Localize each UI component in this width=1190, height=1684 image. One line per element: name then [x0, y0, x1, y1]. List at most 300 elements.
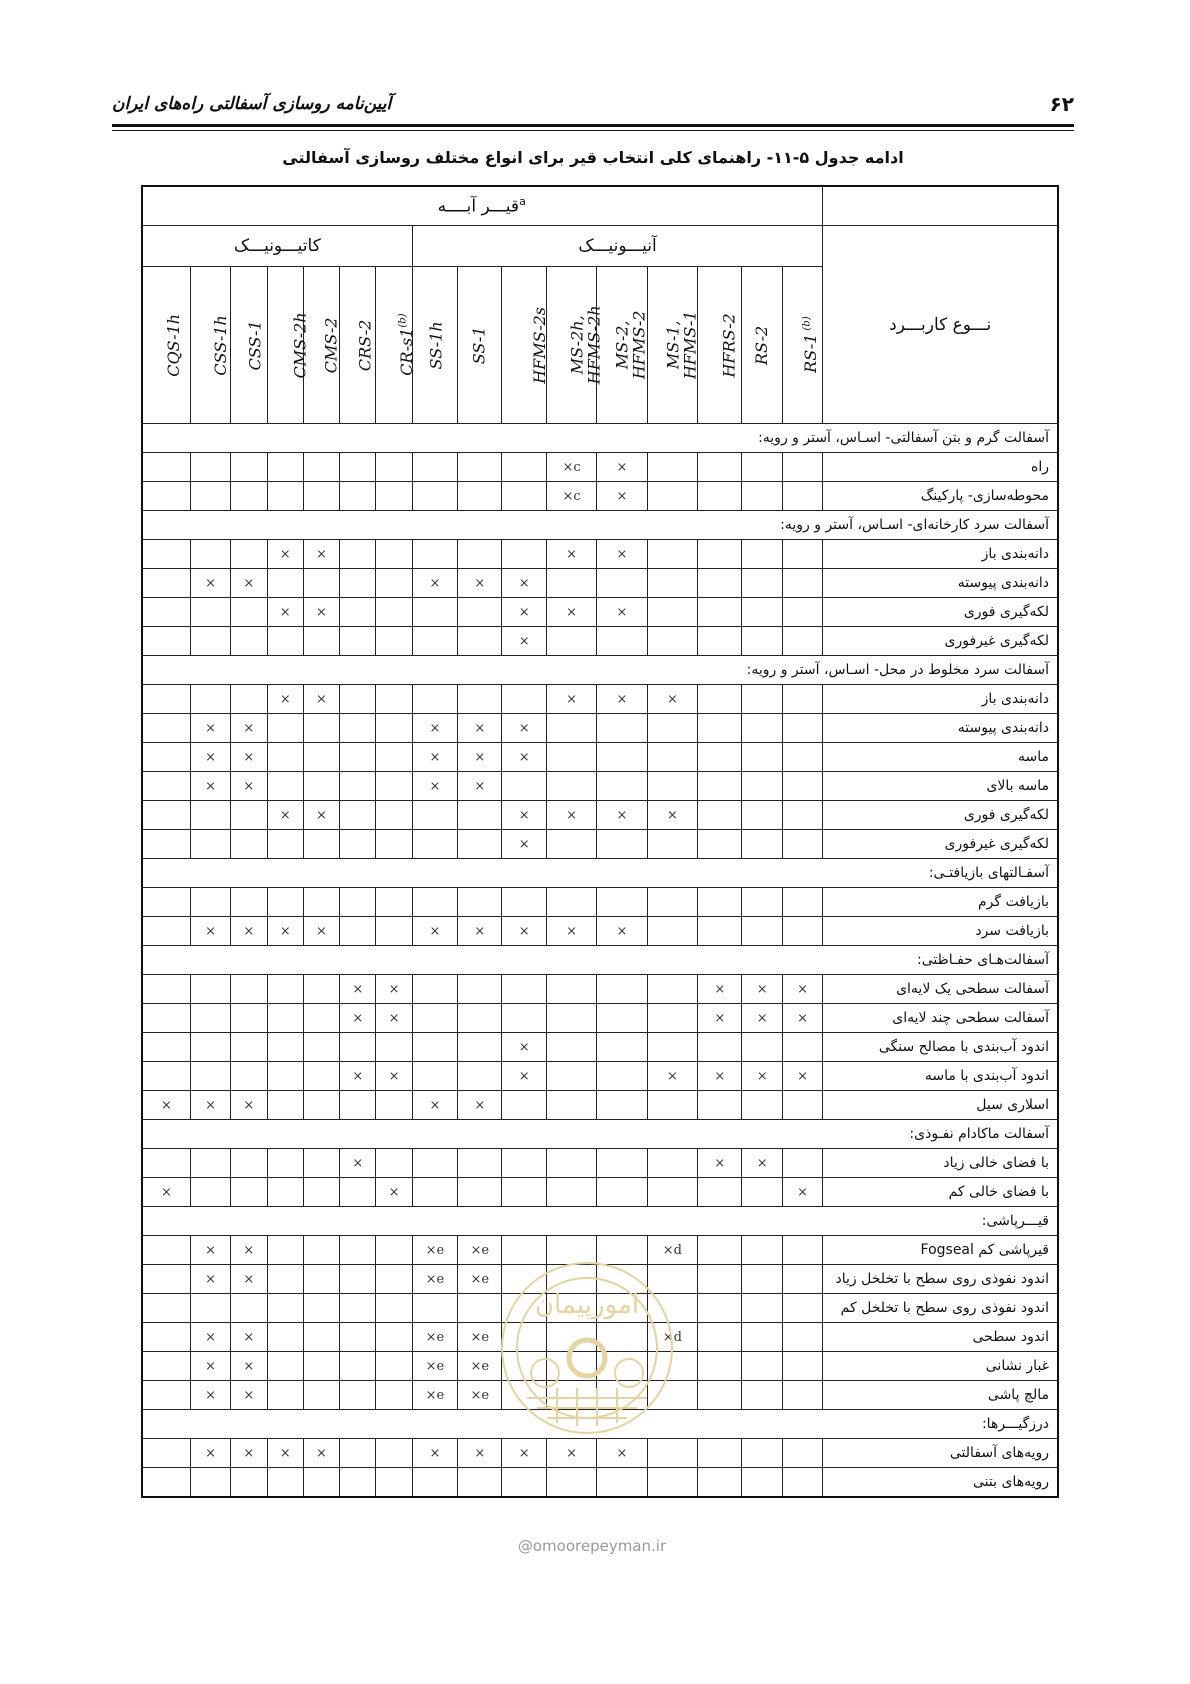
mark-cell	[412, 1178, 457, 1207]
mark-cell	[190, 540, 230, 569]
mark-cell	[742, 830, 782, 859]
mark-cell	[142, 714, 190, 743]
mark-cell	[412, 888, 457, 917]
mark-cell	[458, 1033, 502, 1062]
mark-cell	[267, 1468, 303, 1498]
usage-header: نـــوع کاربـــرد	[823, 226, 1058, 424]
mark-cell	[376, 482, 412, 511]
mark-cell	[303, 1178, 339, 1207]
mark-cell	[698, 714, 742, 743]
mark-cell: ×	[458, 1091, 502, 1120]
mark-cell	[267, 1323, 303, 1352]
mark-cell: ×	[231, 1352, 267, 1381]
mark-cell	[458, 540, 502, 569]
mark-cell	[267, 714, 303, 743]
column-code	[231, 267, 267, 424]
mark-cell	[303, 627, 339, 656]
column-code	[742, 267, 782, 424]
mark-cell	[142, 1294, 190, 1323]
usage-label: اسلاری سیل	[823, 1091, 1058, 1120]
mark-cell	[698, 917, 742, 946]
mark-cell	[340, 1294, 376, 1323]
mark-cell: ×	[376, 1178, 412, 1207]
column-code	[502, 267, 550, 424]
mark-cell	[376, 598, 412, 627]
mark-cell	[267, 1004, 303, 1033]
mark-cell: ×	[597, 917, 647, 946]
mark-cell	[142, 1439, 190, 1468]
mark-cell: ×	[597, 685, 647, 714]
mark-cell	[546, 627, 596, 656]
table-row	[142, 888, 1058, 917]
mark-cell	[340, 714, 376, 743]
column-code	[458, 267, 502, 424]
mark-cell	[376, 1323, 412, 1352]
column-code-label: CRS-2	[355, 319, 375, 371]
mark-cell	[698, 772, 742, 801]
mark-cell	[376, 569, 412, 598]
mark-cell	[376, 453, 412, 482]
mark-cell	[458, 975, 502, 1004]
mark-cell	[742, 1352, 782, 1381]
usage-label: آسفالت سطحی یک لایه‌ای	[823, 975, 1058, 1004]
mark-cell: ×	[303, 540, 339, 569]
mark-cell	[597, 569, 647, 598]
mark-cell	[231, 1149, 267, 1178]
usage-label: غبار نشانی	[823, 1352, 1058, 1381]
mark-cell: ×	[502, 627, 546, 656]
usage-label: بازیافت گرم	[823, 888, 1058, 917]
mark-cell	[698, 482, 742, 511]
mark-cell	[190, 1294, 230, 1323]
mark-cell	[142, 685, 190, 714]
mark-cell	[782, 453, 823, 482]
mark-cell	[340, 917, 376, 946]
mark-cell: ×	[412, 569, 457, 598]
mark-cell	[698, 1323, 742, 1352]
section-row	[142, 511, 1058, 540]
mark-cell: ×	[412, 772, 457, 801]
mark-cell	[782, 1352, 823, 1381]
table-row	[142, 1468, 1058, 1498]
mark-cell	[458, 453, 502, 482]
section-title: آسفالت گرم و بتن آسفالتی- اسـاس، آستر و رویه:	[142, 424, 1058, 453]
mark-cell	[742, 1468, 782, 1498]
mark-cell	[546, 743, 596, 772]
mark-cell: ×	[190, 1439, 230, 1468]
mark-cell	[458, 685, 502, 714]
usage-label: ماسه	[823, 743, 1058, 772]
column-code	[340, 267, 376, 424]
mark-cell	[376, 540, 412, 569]
mark-cell: ×e	[458, 1265, 502, 1294]
section-title: آسفالت سرد مخلوط در محل- اسـاس، آستر و رویه:	[142, 656, 1058, 685]
mark-cell: ×	[376, 1004, 412, 1033]
usage-label: محوطه‌سازی- پارکینگ	[823, 482, 1058, 511]
mark-cell	[597, 1468, 647, 1498]
emulsion-header-text: قیـــر آبــــه	[437, 196, 520, 217]
table-row	[142, 714, 1058, 743]
mark-cell	[647, 540, 697, 569]
mark-cell	[267, 1178, 303, 1207]
column-code-label: HFRS-2	[719, 312, 739, 378]
column-code	[412, 267, 457, 424]
mark-cell	[340, 1091, 376, 1120]
mark-cell	[698, 1236, 742, 1265]
column-code	[647, 267, 697, 424]
mark-cell	[782, 830, 823, 859]
mark-cell	[340, 743, 376, 772]
mark-cell	[303, 1149, 339, 1178]
mark-cell	[742, 772, 782, 801]
mark-cell	[267, 1091, 303, 1120]
section-row	[142, 1207, 1058, 1236]
mark-cell: ×	[647, 685, 697, 714]
mark-cell	[782, 714, 823, 743]
mark-cell	[782, 917, 823, 946]
mark-cell	[698, 1352, 742, 1381]
mark-cell: ×	[376, 1062, 412, 1091]
mark-cell	[340, 801, 376, 830]
usage-label: مالچ پاشی	[823, 1381, 1058, 1410]
usage-label: اندود نفوذی روی سطح با تخلخل کم	[823, 1294, 1058, 1323]
mark-cell: ×	[458, 714, 502, 743]
mark-cell	[458, 830, 502, 859]
mark-cell	[267, 1265, 303, 1294]
mark-cell	[142, 569, 190, 598]
mark-cell	[267, 772, 303, 801]
mark-cell	[412, 453, 457, 482]
mark-cell	[458, 1149, 502, 1178]
mark-cell	[782, 1381, 823, 1410]
mark-cell	[412, 1149, 457, 1178]
mark-cell	[782, 540, 823, 569]
mark-cell	[190, 1062, 230, 1091]
mark-cell	[647, 1439, 697, 1468]
mark-cell	[647, 1004, 697, 1033]
mark-cell	[142, 1381, 190, 1410]
mark-cell	[546, 830, 596, 859]
mark-cell	[190, 830, 230, 859]
mark-cell	[647, 482, 697, 511]
mark-cell	[546, 714, 596, 743]
usage-label: ماسه بالای	[823, 772, 1058, 801]
mark-cell	[698, 743, 742, 772]
mark-cell	[231, 801, 267, 830]
watermark-seal	[497, 1258, 677, 1438]
mark-cell	[647, 1468, 697, 1498]
mark-cell: ×	[231, 1381, 267, 1410]
mark-cell	[458, 1178, 502, 1207]
mark-cell	[546, 772, 596, 801]
mark-cell	[647, 1149, 697, 1178]
mark-cell	[502, 1468, 546, 1498]
mark-cell	[142, 743, 190, 772]
mark-cell	[742, 598, 782, 627]
mark-cell	[502, 1178, 546, 1207]
section-row	[142, 656, 1058, 685]
mark-cell	[412, 482, 457, 511]
mark-cell	[597, 1091, 647, 1120]
usage-label: اندود آب‌بندی با ماسه	[823, 1062, 1058, 1091]
mark-cell	[742, 1033, 782, 1062]
mark-cell	[412, 801, 457, 830]
mark-cell	[742, 1236, 782, 1265]
mark-cell	[502, 482, 546, 511]
mark-cell	[458, 1468, 502, 1498]
mark-cell: ×e	[412, 1381, 457, 1410]
column-code	[267, 267, 310, 424]
column-code-label: CSS-1	[245, 319, 265, 370]
table-row	[142, 453, 1058, 482]
mark-cell: ×	[412, 1091, 457, 1120]
mark-cell	[698, 1294, 742, 1323]
mark-cell: ×	[597, 1439, 647, 1468]
mark-cell	[698, 1439, 742, 1468]
mark-cell	[231, 1294, 267, 1323]
mark-cell	[190, 801, 230, 830]
mark-cell	[698, 627, 742, 656]
mark-cell	[782, 685, 823, 714]
mark-cell: ×	[502, 1062, 546, 1091]
mark-cell	[303, 569, 339, 598]
mark-cell	[742, 627, 782, 656]
mark-cell	[647, 569, 697, 598]
mark-cell	[782, 569, 823, 598]
mark-cell: ×	[231, 1265, 267, 1294]
table-row	[142, 772, 1058, 801]
mark-cell	[647, 743, 697, 772]
usage-label: اندود آب‌بندی با مصالح سنگی	[823, 1033, 1058, 1062]
mark-cell	[267, 1033, 303, 1062]
mark-cell: ×	[376, 975, 412, 1004]
mark-cell: ×	[303, 917, 339, 946]
mark-cell: ×	[190, 1381, 230, 1410]
mark-cell: ×	[142, 1178, 190, 1207]
header-rule-thin	[112, 130, 1074, 131]
mark-cell	[142, 801, 190, 830]
mark-cell	[546, 1149, 596, 1178]
mark-cell	[376, 1265, 412, 1294]
mark-cell	[698, 1091, 742, 1120]
column-code-label: CQS-1h	[164, 313, 183, 377]
mark-cell	[303, 1236, 339, 1265]
mark-cell	[340, 685, 376, 714]
mark-cell	[231, 975, 267, 1004]
mark-cell: ×	[502, 917, 546, 946]
mark-cell	[267, 1381, 303, 1410]
section-title: درزگیـــرها:	[142, 1410, 1058, 1439]
mark-cell	[303, 975, 339, 1004]
mark-cell: ×e	[458, 1381, 502, 1410]
mark-cell	[412, 1004, 457, 1033]
mark-cell	[698, 453, 742, 482]
group-cationic: کاتیـــونیـــک	[142, 226, 412, 267]
mark-cell: ×e	[412, 1265, 457, 1294]
usage-label: بازیافت سرد	[823, 917, 1058, 946]
mark-cell: ×	[502, 801, 546, 830]
watermark-text: @omoorepeyman.ir	[517, 1537, 667, 1555]
mark-cell	[458, 1062, 502, 1091]
table-row	[142, 830, 1058, 859]
mark-cell: ×	[597, 801, 647, 830]
mark-cell	[142, 1265, 190, 1294]
mark-cell: ×e	[412, 1352, 457, 1381]
mark-cell: ×	[647, 801, 697, 830]
section-title: آسفـالتهای بازیافتـی:	[142, 859, 1058, 888]
column-code-label: CMS-2	[321, 317, 341, 373]
mark-cell	[647, 830, 697, 859]
mark-cell	[142, 830, 190, 859]
table-row	[142, 975, 1058, 1004]
mark-cell	[742, 743, 782, 772]
mark-cell: ×	[458, 917, 502, 946]
table-row	[142, 598, 1058, 627]
table-row	[142, 540, 1058, 569]
mark-cell	[698, 888, 742, 917]
mark-cell	[376, 830, 412, 859]
mark-cell	[458, 598, 502, 627]
mark-cell	[782, 1236, 823, 1265]
mark-cell: ×d	[647, 1323, 697, 1352]
mark-cell	[742, 1091, 782, 1120]
mark-cell: ×	[340, 1062, 376, 1091]
mark-cell: ×	[742, 1004, 782, 1033]
mark-cell	[267, 1149, 303, 1178]
mark-cell: ×	[190, 917, 230, 946]
mark-cell: ×	[340, 975, 376, 1004]
mark-cell	[376, 917, 412, 946]
mark-cell: ×	[267, 801, 303, 830]
mark-cell	[647, 975, 697, 1004]
column-code	[698, 267, 742, 424]
mark-cell	[340, 598, 376, 627]
mark-cell: ×	[231, 1323, 267, 1352]
mark-cell	[597, 1178, 647, 1207]
mark-cell: ×e	[458, 1352, 502, 1381]
mark-cell: ×	[742, 1062, 782, 1091]
mark-cell	[647, 453, 697, 482]
mark-cell	[502, 453, 546, 482]
mark-cell	[340, 1468, 376, 1498]
mark-cell: ×	[231, 569, 267, 598]
mark-cell: ×	[502, 743, 546, 772]
mark-cell	[742, 540, 782, 569]
mark-cell	[412, 830, 457, 859]
mark-cell	[742, 917, 782, 946]
mark-cell: ×	[303, 1439, 339, 1468]
table-row	[142, 1033, 1058, 1062]
mark-cell: ×	[458, 1439, 502, 1468]
column-code-label: RS-1 $^{(b)}$	[800, 316, 820, 374]
mark-cell	[698, 1178, 742, 1207]
mark-cell	[698, 1468, 742, 1498]
mark-cell: ×	[190, 569, 230, 598]
mark-cell	[190, 453, 230, 482]
mark-cell	[303, 1265, 339, 1294]
mark-cell	[412, 1062, 457, 1091]
mark-cell: ×	[546, 917, 596, 946]
book-title: آیین‌نامه روسازی آسفالتی راه‌های ایران	[112, 94, 392, 114]
mark-cell: ×	[546, 598, 596, 627]
mark-cell	[142, 917, 190, 946]
mark-cell	[412, 685, 457, 714]
column-code-label: MS-2, HFMS-2	[612, 310, 649, 380]
mark-cell	[597, 1149, 647, 1178]
mark-cell	[546, 1091, 596, 1120]
mark-cell: ×	[190, 1091, 230, 1120]
mark-cell	[267, 569, 303, 598]
mark-cell	[190, 1004, 230, 1033]
mark-cell	[742, 1381, 782, 1410]
column-code-label: CMS-2h	[290, 311, 310, 378]
usage-label: با فضای خالی زیاد	[823, 1149, 1058, 1178]
mark-cell: ×	[698, 1004, 742, 1033]
mark-cell	[782, 1294, 823, 1323]
mark-cell: ×	[267, 685, 303, 714]
mark-cell	[412, 627, 457, 656]
mark-cell	[340, 772, 376, 801]
mark-cell	[376, 1033, 412, 1062]
mark-cell: ×	[303, 801, 339, 830]
mark-cell	[340, 569, 376, 598]
mark-cell	[782, 482, 823, 511]
mark-cell	[142, 598, 190, 627]
mark-cell	[742, 569, 782, 598]
mark-cell	[458, 801, 502, 830]
mark-cell	[782, 598, 823, 627]
mark-cell: ×	[267, 598, 303, 627]
mark-cell	[458, 627, 502, 656]
usage-label: با فضای خالی کم	[823, 1178, 1058, 1207]
mark-cell	[742, 1323, 782, 1352]
emulsion-header-sup: a	[519, 195, 528, 209]
table-row	[142, 1178, 1058, 1207]
mark-cell: ×	[698, 975, 742, 1004]
mark-cell: ×	[458, 569, 502, 598]
mark-cell	[647, 1178, 697, 1207]
mark-cell: ×c	[546, 453, 596, 482]
mark-cell	[647, 917, 697, 946]
mark-cell	[412, 598, 457, 627]
mark-cell	[190, 1033, 230, 1062]
mark-cell	[376, 1468, 412, 1498]
mark-cell	[142, 1033, 190, 1062]
mark-cell	[782, 801, 823, 830]
mark-cell	[742, 685, 782, 714]
mark-cell	[142, 482, 190, 511]
mark-cell	[412, 1294, 457, 1323]
usage-label: لکه‌گیری فوری	[823, 801, 1058, 830]
section-row	[142, 859, 1058, 888]
usage-label: دانه‌بندی پیوسته	[823, 569, 1058, 598]
table-row	[142, 1149, 1058, 1178]
mark-cell	[597, 714, 647, 743]
mark-cell	[502, 1091, 546, 1120]
mark-cell	[376, 1381, 412, 1410]
table-row	[142, 1091, 1058, 1120]
mark-cell	[742, 1178, 782, 1207]
mark-cell	[782, 1468, 823, 1498]
mark-cell	[340, 1381, 376, 1410]
mark-cell	[267, 1236, 303, 1265]
mark-cell	[698, 801, 742, 830]
mark-cell	[742, 801, 782, 830]
mark-cell: ×	[190, 772, 230, 801]
mark-cell	[303, 1004, 339, 1033]
mark-cell	[502, 540, 546, 569]
mark-cell: ×	[458, 772, 502, 801]
